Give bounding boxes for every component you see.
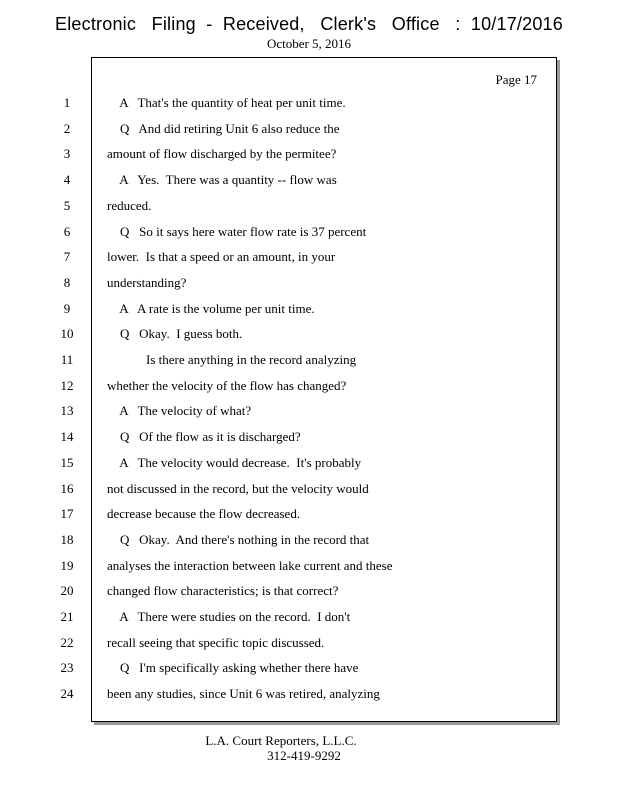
line-number: 4 [63,172,71,187]
line-number: 17 [60,506,74,521]
line-number: 19 [60,558,74,573]
line-number: 15 [60,455,74,470]
transcript-line: Q I'm specifically asking whether there have [107,660,359,675]
line-number: 18 [60,532,74,547]
line-number: 16 [60,481,74,496]
line-number: 23 [60,660,74,675]
line-number: 11 [60,352,74,367]
transcript-line: Is there anything in the record analyzing [107,352,357,367]
line-number: 24 [60,686,74,701]
transcript-line: been any studies, since Unit 6 was retired, analyzing [107,686,380,701]
transcript-line: amount of flow discharged by the permitee? [107,146,337,161]
page-number: Page 17 [495,72,537,87]
transcript-date: October 5, 2016 [266,36,352,51]
transcript-line: Q Okay. And there's nothing in the record that [107,532,370,547]
transcript-line: Q Of the flow as it is discharged? [107,429,301,444]
line-number: 9 [63,301,71,316]
line-number: 2 [63,121,71,136]
filing-stamp: Electronic Filing - Received, Clerk's Office : 10/17/2016 [55,14,563,34]
transcript-line: Q Okay. I guess both. [107,326,243,341]
transcript-line: recall seeing that specific topic discussed. [107,635,325,650]
transcript-line: A That's the quantity of heat per unit time. [107,95,346,110]
line-number: 12 [60,378,74,393]
transcript-line: A The velocity would decrease. It's probably [107,455,362,470]
transcript-line: lower. Is that a speed or an amount, in your [107,249,336,264]
footer-company: L.A. Court Reporters, L.L.C. [205,733,357,748]
line-number: 20 [60,583,74,598]
line-number: 3 [63,146,71,161]
line-number: 5 [63,198,71,213]
transcript-line: A The velocity of what? [107,403,252,418]
transcript-line: Q So it says here water flow rate is 37 percent [107,224,367,239]
line-number: 7 [63,249,71,264]
line-number: 1 [63,95,71,110]
transcript-line: analyses the interaction between lake current and these [107,558,393,573]
transcript-line: A A rate is the volume per unit time. [107,301,315,316]
line-number: 21 [60,609,74,624]
line-number: 10 [60,326,74,341]
footer-phone: 312-419-9292 [267,748,341,763]
transcript-line: decrease because the flow decreased. [107,506,301,521]
transcript-line: A Yes. There was a quantity -- flow was [107,172,337,187]
transcript-line: Q And did retiring Unit 6 also reduce the [107,121,340,136]
line-number: 6 [63,224,71,239]
line-number: 8 [63,275,71,290]
line-number: 14 [60,429,74,444]
line-number: 22 [60,635,74,650]
transcript-line: A There were studies on the record. I don't [107,609,351,624]
transcript-line: whether the velocity of the flow has changed? [107,378,347,393]
transcript-line: understanding? [107,275,187,290]
line-number: 13 [60,403,74,418]
transcript-line: reduced. [107,198,152,213]
transcript-line: changed flow characteristics; is that correct? [107,583,339,598]
transcript-line: not discussed in the record, but the velocity would [107,481,369,496]
